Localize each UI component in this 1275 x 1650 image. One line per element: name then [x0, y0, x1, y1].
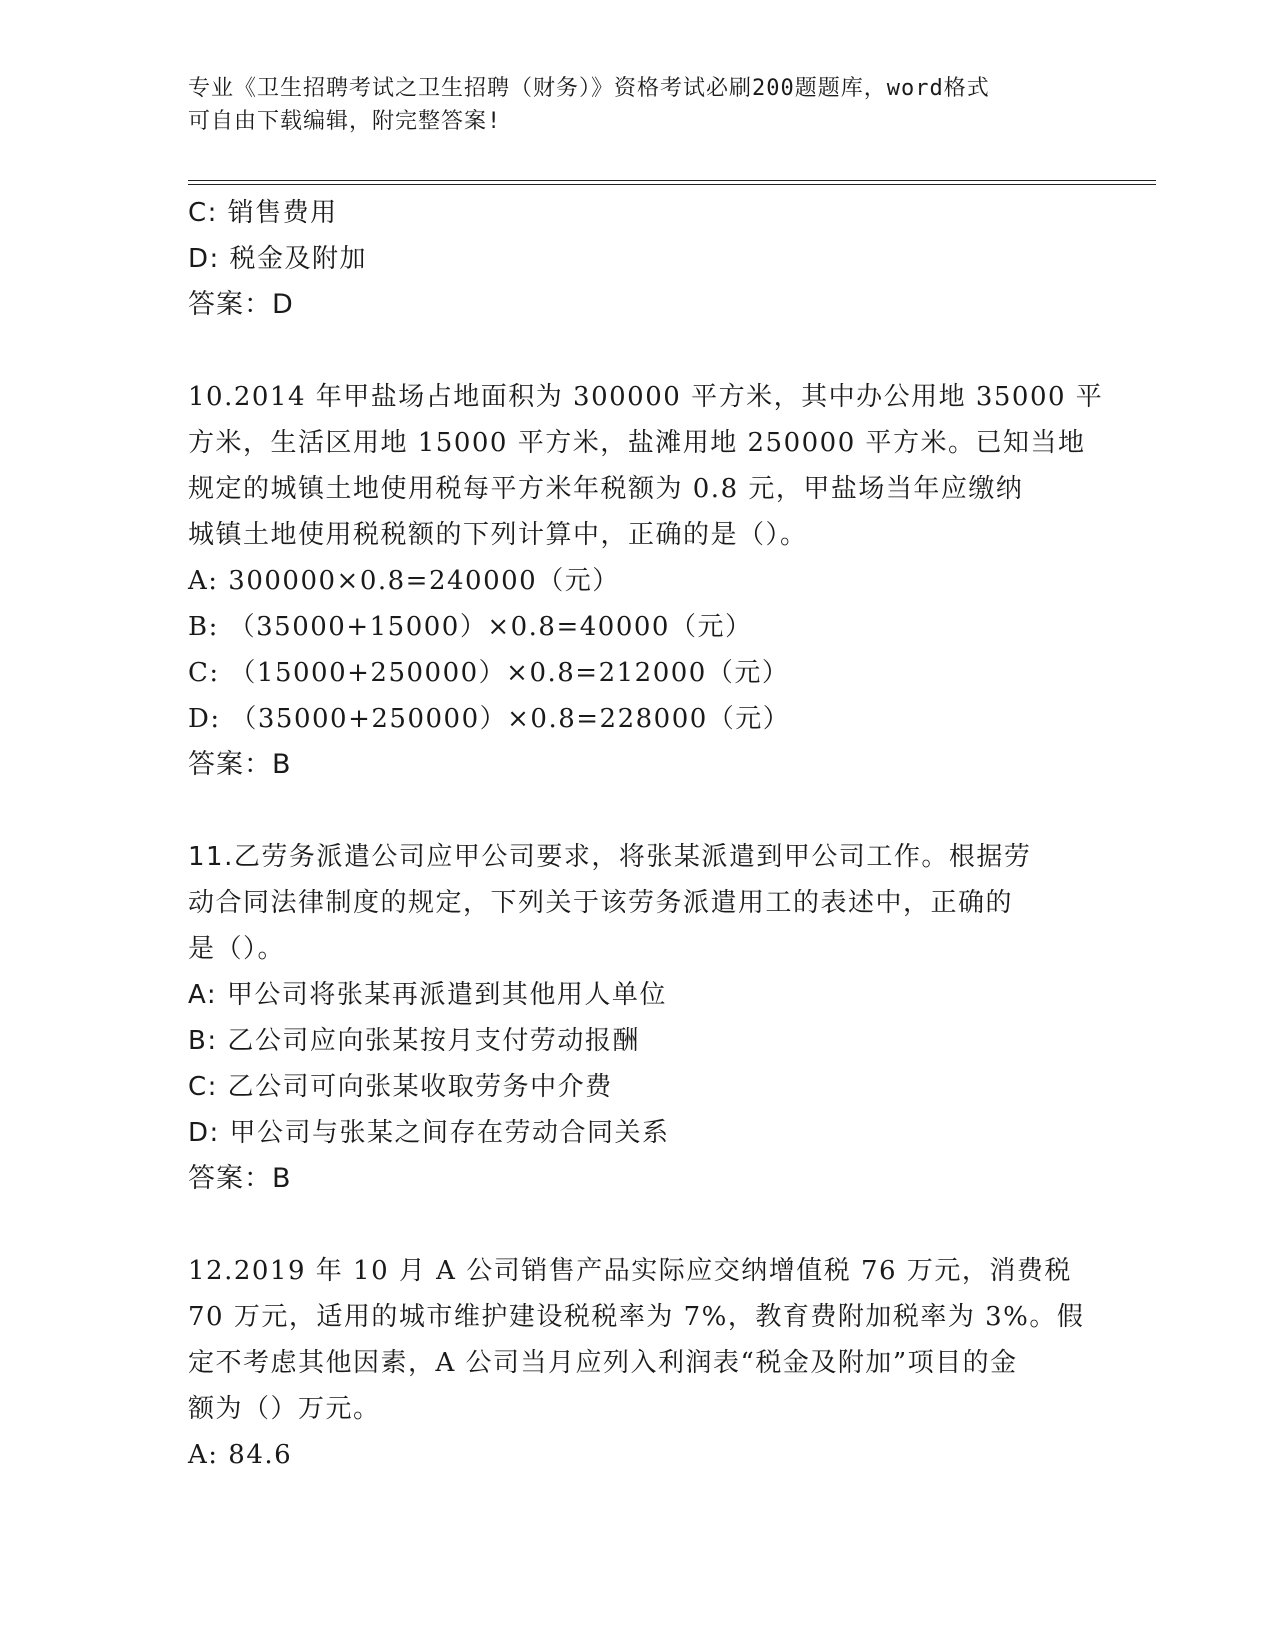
document-body — [188, 190, 1104, 1478]
q11-option-a: A: 甲公司将张某再派遣到其他用人单位 — [188, 980, 667, 1010]
question-12 — [188, 1248, 1088, 1478]
q11-option-c: C: 乙公司可向张某收取劳务中介费 — [188, 1072, 613, 1102]
q10-option-c: C: （15000+250000）×0.8=212000（元） — [188, 658, 790, 688]
question-10 — [188, 374, 1104, 788]
question-11 — [188, 834, 1088, 1202]
q9-option-c: C: 销售费用 — [188, 198, 338, 228]
q9-answer: 答案：D — [188, 289, 294, 320]
q10-option-d: D: （35000+250000）×0.8=228000（元） — [188, 704, 791, 734]
q9-option-d: D: 税金及附加 — [188, 244, 368, 274]
q11-answer: 答案：B — [188, 1163, 292, 1194]
header-line-2: 可自由下载编辑，附完整答案! — [188, 109, 502, 134]
q11-option-d: D: 甲公司与张某之间存在劳动合同关系 — [188, 1118, 670, 1148]
spacer — [188, 1202, 1088, 1248]
q10-answer: 答案：B — [188, 749, 292, 780]
q10-stem-line: 10.2014 年甲盐场占地面积为 300000 平方米，其中办公用地 35000 平 — [188, 382, 1104, 412]
q11-stem-line: 动合同法律制度的规定，下列关于该劳务派遣用工的表述中，正确的 — [188, 888, 1014, 918]
q12-stem-line: 70 万元，适用的城市维护建设税税率为 7%，教育费附加税率为 3%。假 — [188, 1302, 1085, 1332]
q12-stem-line: 额为（）万元。 — [188, 1394, 381, 1424]
q10-stem-line: 方米，生活区用地 15000 平方米，盐滩用地 250000 平方米。已知当地 — [188, 428, 1086, 458]
q10-option-a: A: 300000×0.8=240000（元） — [188, 566, 620, 596]
q10-stem-line: 城镇土地使用税税额的下列计算中，正确的是（）。 — [188, 520, 808, 550]
q11-option-b: B: 乙公司应向张某按月支付劳动报酬 — [188, 1026, 640, 1056]
document-header — [188, 72, 1088, 138]
q10-option-b: B: （35000+15000）×0.8=40000（元） — [188, 612, 753, 642]
spacer — [188, 328, 1088, 374]
header-divider-bottom — [188, 184, 1156, 185]
q12-option-a: A: 84.6 — [188, 1440, 293, 1470]
q12-stem-line: 定不考虑其他因素，A 公司当月应列入利润表“税金及附加”项目的金 — [188, 1348, 1018, 1378]
q11-stem-line: 11.乙劳务派遣公司应甲公司要求，将张某派遣到甲公司工作。根据劳 — [188, 842, 1032, 872]
header-divider-top — [188, 180, 1156, 181]
q11-stem-line: 是（）。 — [188, 934, 286, 964]
q12-stem-line: 12.2019 年 10 月 A 公司销售产品实际应交纳增值税 76 万元，消费税 — [188, 1256, 1072, 1286]
q10-stem-line: 规定的城镇土地使用税每平方米年税额为 0.8 元，甲盐场当年应缴纳 — [188, 474, 1024, 504]
spacer — [188, 788, 1088, 834]
header-line-1: 专业《卫生招聘考试之卫生招聘（财务）》资格考试必刷200题题库，word格式 — [188, 76, 990, 101]
